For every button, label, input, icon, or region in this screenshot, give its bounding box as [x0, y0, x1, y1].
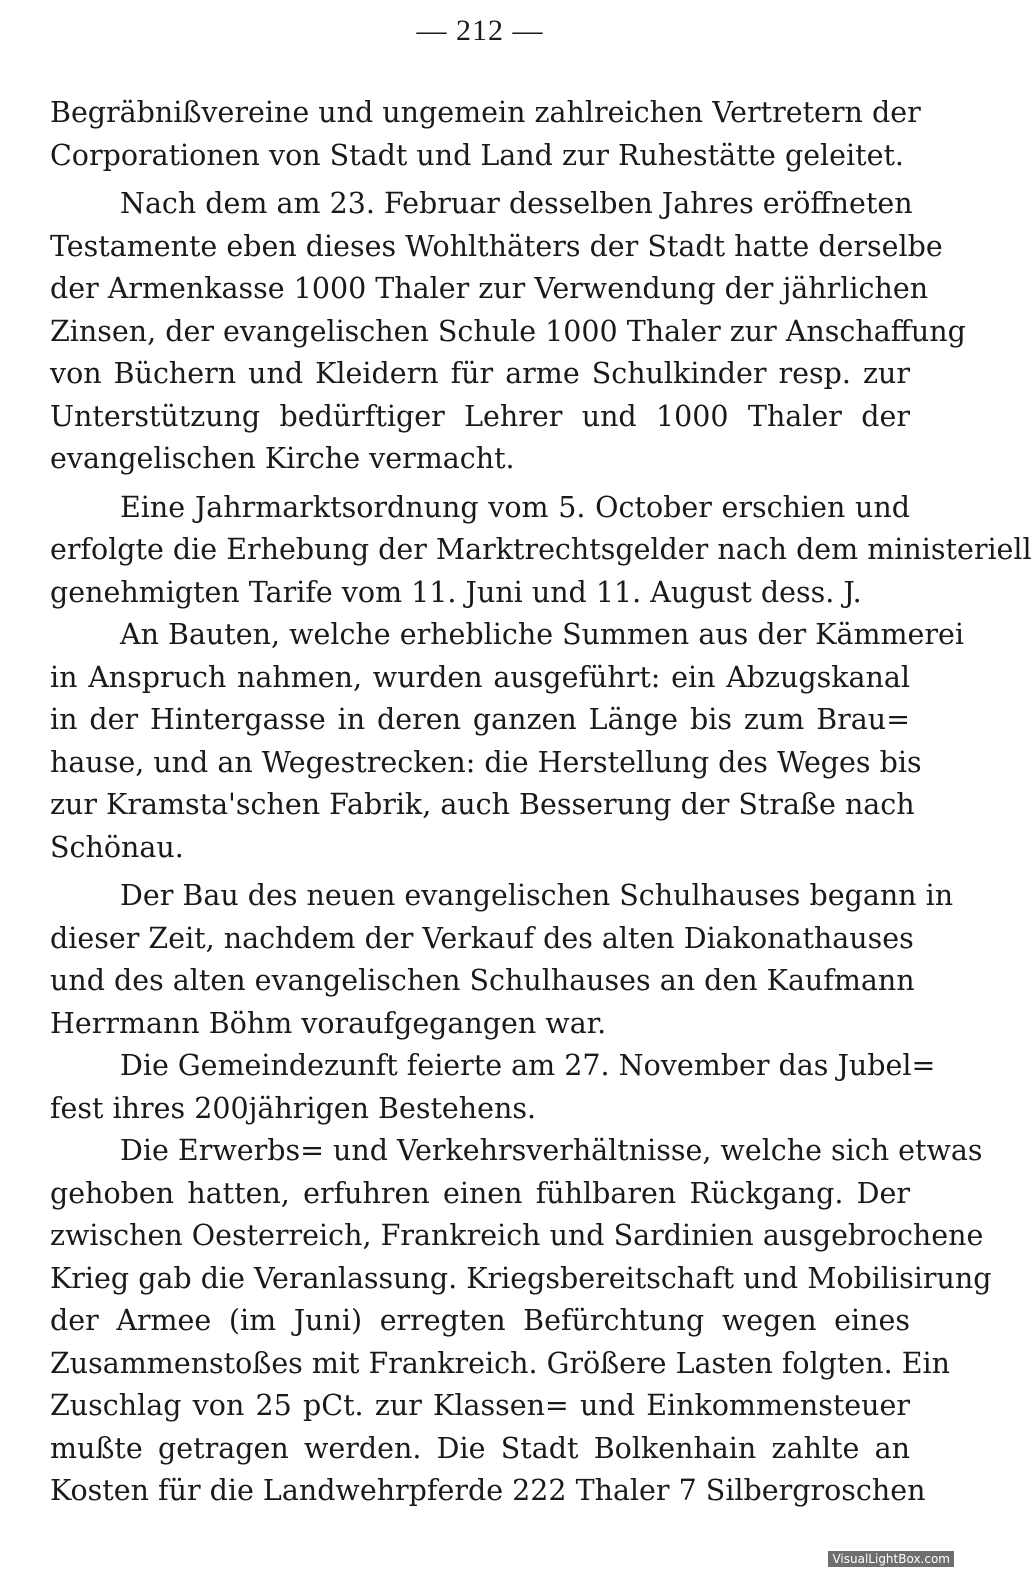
text-line: Herrmann Böhm voraufgegangen war.: [50, 1006, 607, 1040]
text-line: dieser Zeit, nachdem der Verkauf des alten Diakonathauses: [50, 921, 914, 955]
text-line: in der Hintergasse in deren ganzen Länge bis zum Brau=: [50, 703, 910, 736]
text-line: Krieg gab die Veranlassung. Kriegsbereitschaft und Mobilisirung: [50, 1261, 992, 1295]
text-line: Zuschlag von 25 pCt. zur Klassen= und Einkommensteuer: [50, 1389, 910, 1422]
text-line: Kosten für die Landwehrpferde 222 Thaler 7 Silbergroschen: [50, 1474, 926, 1507]
text-line: evangelischen Kirche vermacht.: [50, 442, 515, 475]
text-line: Die Gemeindezunft feierte am 27. November das Jubel=: [120, 1049, 936, 1082]
text-line: zur Kramsta'schen Fabrik, auch Besserung der Straße nach: [50, 788, 915, 821]
page-number: — 212 —: [416, 14, 544, 47]
text-line: Der Bau des neuen evangelischen Schulhauses begann in: [120, 879, 954, 912]
text-line: zwischen Oesterreich, Frankreich und Sardinien ausgebrochene: [50, 1219, 984, 1252]
text-line: Testamente eben dieses Wohlthäters der Stadt hatte derselbe: [50, 229, 943, 263]
text-line: Unterstützung bedürftiger Lehrer und 1000 Thaler der: [50, 399, 910, 433]
watermark: VisualLightBox.com: [828, 1551, 954, 1567]
text-line: der Armee (im Juni) erregten Befürchtung wegen eines: [50, 1304, 910, 1337]
text-line: hause, und an Wegestrecken: die Herstellung des Weges bis: [50, 745, 922, 779]
text-line: Schönau.: [50, 830, 184, 864]
text-line: An Bauten, welche erhebliche Summen aus der Kämmerei: [120, 618, 964, 651]
text-line: in Anspruch nahmen, wurden ausgeführt: ein Abzugskanal: [50, 660, 910, 694]
text-line: mußte getragen werden. Die Stadt Bolkenhain zahlte an: [50, 1431, 910, 1465]
text-line: Zusammenstoßes mit Frankreich. Größere Lasten folgten. Ein: [50, 1346, 950, 1380]
text-line: Corporationen von Stadt und Land zur Ruhestätte geleitet.: [50, 138, 904, 172]
text-line: und des alten evangelischen Schulhauses an den Kaufmann: [50, 964, 915, 997]
text-line: fest ihres 200jährigen Bestehens.: [50, 1091, 537, 1125]
text-line: der Armenkasse 1000 Thaler zur Verwendung der jährlichen: [50, 272, 929, 305]
text-line: genehmigten Tarife vom 11. Juni und 11. August dess. J.: [50, 575, 862, 609]
body-text: [50, 92, 1032, 1513]
text-line: von Büchern und Kleidern für arme Schulkinder resp. zur: [50, 357, 910, 390]
text-line: erfolgte die Erhebung der Marktrechtsgelder nach dem ministeriell: [50, 533, 1032, 566]
text-line: Zinsen, der evangelischen Schule 1000 Thaler zur Anschaffung: [50, 314, 966, 348]
text-line: Begräbnißvereine und ungemein zahlreichen Vertretern der: [50, 96, 921, 129]
text-line: Nach dem am 23. Februar desselben Jahres eröffneten: [120, 187, 913, 220]
text-line: Eine Jahrmarktsordnung vom 5. October erschien und: [120, 490, 910, 524]
text-line: Die Erwerbs= und Verkehrsverhältnisse, welche sich etwas: [120, 1134, 983, 1167]
text-line: gehoben hatten, erfuhren einen fühlbaren Rückgang. Der: [50, 1176, 910, 1210]
